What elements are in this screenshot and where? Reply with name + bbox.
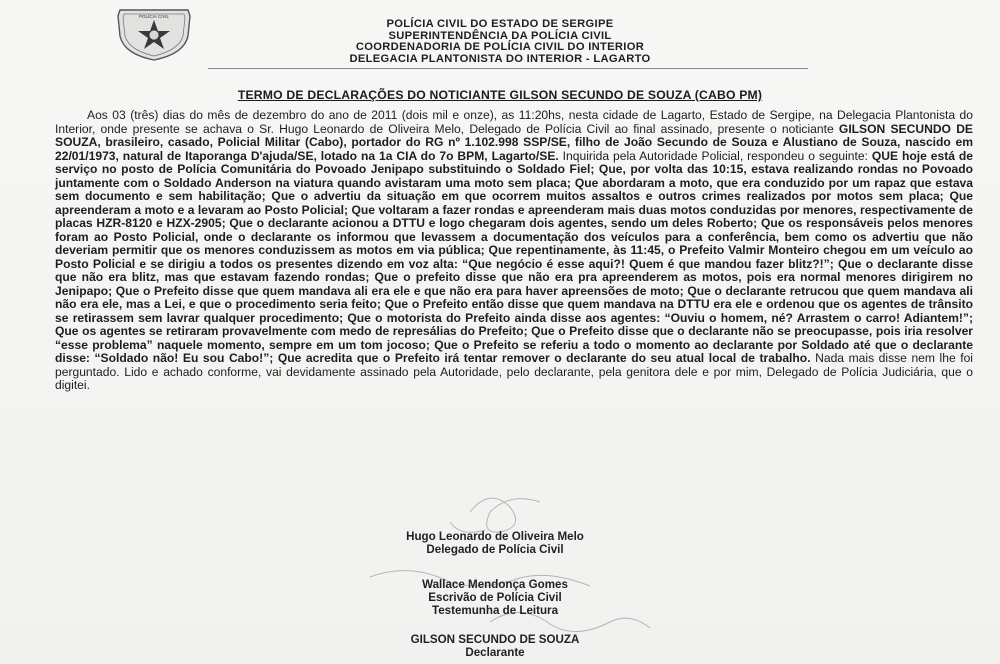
signer-name: Wallace Mendonça Gomes	[422, 578, 568, 591]
signer-extra: Testemunha de Leitura	[431, 604, 559, 617]
agency-header	[230, 19, 770, 65]
declarant-name: GILSON SECUNDO DE SOUZA	[55, 121, 973, 149]
svg-text:POLÍCIA CIVIL: POLÍCIA CIVIL	[138, 14, 170, 19]
signature-block-delegate	[300, 530, 690, 556]
document-title: TERMO DE DECLARAÇÕES DO NOTICIANTE GILSON SECUNDO DE SOUZA (CABO PM)	[237, 88, 763, 102]
declarant-qualification: , brasileiro, casado, Policial Militar (Cabo), portador do RG nº 1.102.998 SSP/SE, filho de João Secundo de Souza e Alustiano de Souza, nascido em 22/01/1973, natural de Itaporanga D'ajuda/SE, lotado na 1a CIA do 7o BPM, Lagarto/SE.	[55, 135, 973, 163]
header-line: POLÍCIA CIVIL DO ESTADO DE SERGIPE	[386, 18, 614, 30]
signer-role: Escrivão de Polícia Civil	[428, 591, 562, 604]
signer-name: GILSON SECUNDO DE SOUZA	[410, 633, 580, 646]
header-line: COORDENADORIA DE POLÍCIA CIVIL DO INTERIOR	[355, 41, 645, 54]
signer-role: Delegado de Polícia Civil	[426, 543, 564, 556]
declaration-paragraph	[55, 109, 973, 393]
signer-name: Hugo Leonardo de Oliveira Melo	[406, 530, 584, 543]
body-text-opening: Aos 03 (três) dias do mês de dezembro do ano de 2011 (dois mil e onze), as 11:20hs, nesta cidade de Lagarto, Estado de Sergipe, na Delegacia Plantonista do Interior, onde presente se achava o Sr. Hugo Leonardo de Oliveira Melo, Delegado de Polícia Civil ao final assinado, presente o noticiante	[55, 108, 973, 136]
signature-block-clerk	[300, 578, 690, 617]
document-body	[55, 109, 973, 393]
signer-role: Declarante	[465, 646, 525, 659]
header-divider	[208, 68, 808, 70]
header-line: DELEGACIA PLANTONISTA DO INTERIOR - LAGARTO	[349, 52, 651, 65]
body-text-closing: Nada mais disse nem lhe foi perguntado. Lido e achado conforme, vai devidamente assinado pela Autoridade, pelo declarante, pela genitora dele e por mim, Delegado de Polícia Judiciária, que o digitei.	[55, 351, 973, 392]
police-badge-icon	[112, 6, 196, 62]
declaration-statement: QUE hoje está de serviço no posto de Polícia Comunitária do Povoado Jenipapo substituindo o Soldado Fiel; Que, por volta das 10:15, estava realizando rondas no Povoado juntamente com o Soldado Anderson na viatura quando avistaram uma moto sem placa; Que abordaram a moto, que era conduzido por um rapaz que estava sem documento e sem habilitação; Que o advertiu da situação em que ocorrem muitos assaltos e outros crimes realizados por motos sem placa; Que apreenderam a moto e a levaram ao Posto Policial; Que voltaram a fazer rondas e apreenderam mais duas motos conduzidas por menores, respectivamente de placas HZR-8120 e HZX-2905; Que o declarante acionou a DTTU e logo chegaram dois agentes, sendo um deles Roberto; Que os responsáveis pelos menores foram ao Posto Policial, onde o declarante os informou que levassem a documentação dos veículos para a conferência, bem como os advertiu que não deveriam permitir que os menores conduzissem as motos em via pública; Que repentinamente, às 11:45, o Prefeito Valmir Monteiro chegou em um veículo ao Posto Policial e se dirigiu a todos os presentes dizendo em voz alta: “Que negócio é esse aqui?! Quem é que mandou fazer blitz?!”; Que o declarante disse que não era blitz, mas que estavam fazendo rondas; Que o prefeito disse que não era pra apreenderem as motos, pois era normal menores dirigirem no Jenipapo; Que o Prefeito disse que quem mandava ali era ele e que não era para haver apreensões de moto; Que o declarante retrucou que quem mandava ali não era ele, mas a Lei, e que o procedimento seria feito; Que o Prefeito então disse que quem mandava na DTTU era ele e ordenou que os agentes de trânsito se retirassem sem lavrar qualquer procedimento; Que o motorista do Prefeito ainda disse aos agentes: “Ouviu o homem, né? Arrastem o carro! Adiantem!”; Que os agentes se retiraram provavelmente com medo de represálias do Prefeito; Que o Prefeito disse que o declarante não se preocupasse, pois iria resolver “esse problema” naquele momento, sempre em um tom jocoso; Que o Prefeito se referiu a todo o momento ao declarante por Soldado até que o declarante disse: “Soldado não! Eu sou Cabo!”; Que acredita que o Prefeito irá tentar remover o declarante do seu atual local de trabalho.	[55, 148, 973, 365]
signature-block-declarant	[300, 633, 690, 659]
body-text-inquiry: Inquirida pela Autoridade Policial, respondeu o seguinte:	[558, 148, 872, 163]
header-line: SUPERINTENDÊNCIA DA POLÍCIA CIVIL	[388, 29, 612, 42]
